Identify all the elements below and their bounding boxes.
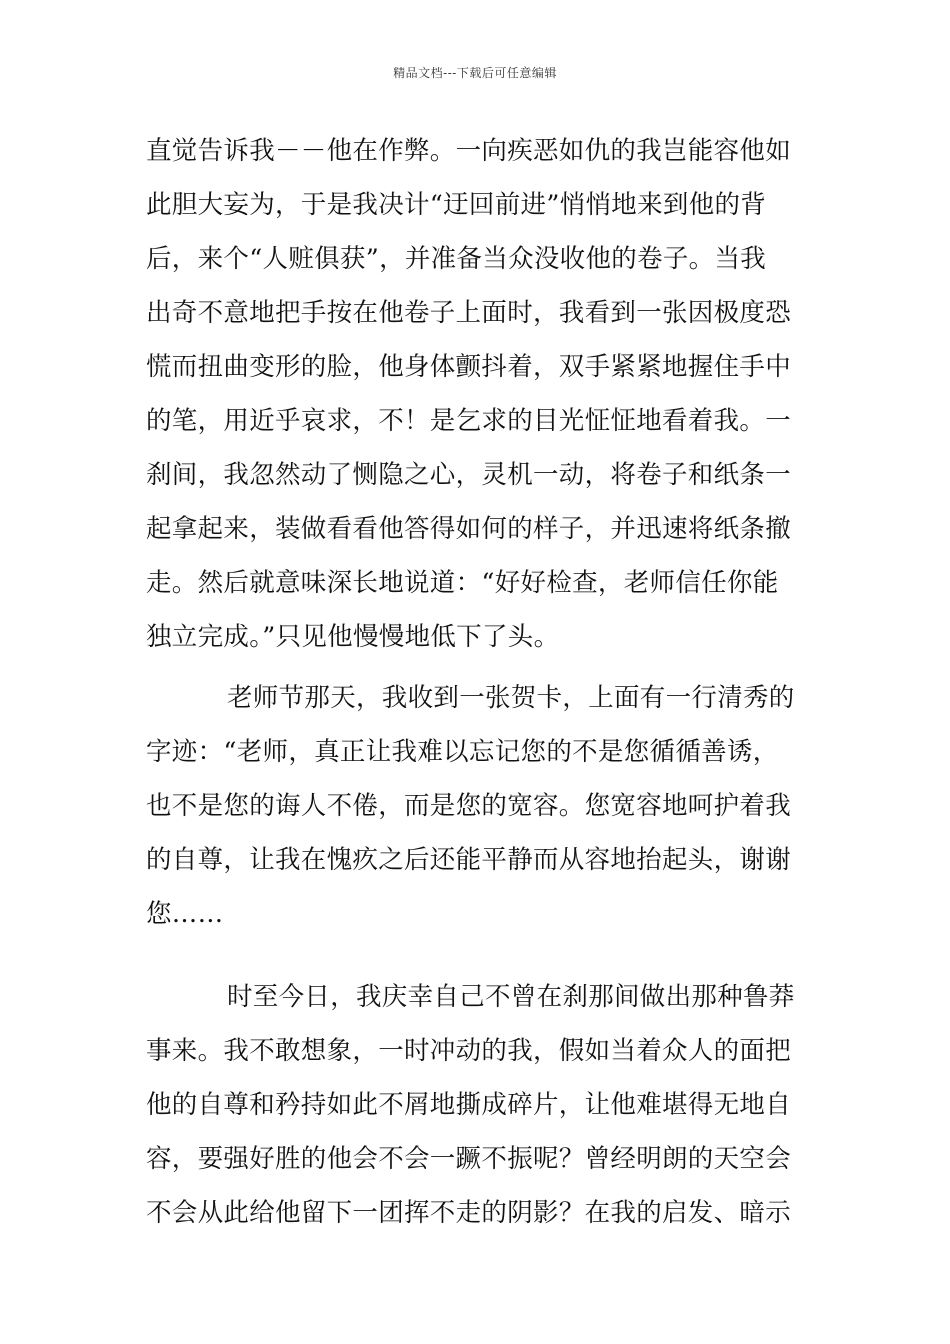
text-line: 您…… [146, 899, 224, 929]
text-line: 他的自尊和矜持如此不屑地撕成碎片，让他难堪得无地自 [146, 1090, 792, 1120]
page-header: 精品文档---下载后可任意编辑 [393, 66, 557, 80]
text-line: 走。然后就意味深长地说道：“好好检查，老师信任你能 [146, 568, 779, 598]
text-line: 慌而扭曲变形的脸，他身体颤抖着，双手紧紧地握住手中 [146, 352, 792, 382]
text-line: 事来。我不敢想象，一时冲动的我，假如当着众人的面把 [146, 1036, 792, 1066]
paragraph-1 [146, 124, 791, 664]
text-line: 容，要强好胜的他会不会一蹶不振呢？曾经明朗的天空会 [146, 1144, 792, 1174]
paragraph-2 [146, 671, 795, 941]
text-line: 此胆大妄为，于是我决计“迂回前进”悄悄地来到他的背 [146, 190, 767, 220]
text-line: 出奇不意地把手按在他卷子上面时，我看到一张因极度恐 [146, 298, 792, 328]
text-line: 时至今日，我庆幸自己不曾在刹那间做出那种鲁莽 [227, 982, 795, 1012]
text-line: 后，来个“人赃俱获”，并准备当众没收他的卷子。当我 [146, 244, 767, 274]
text-line: 也不是您的诲人不倦，而是您的宽容。您宽容地呵护着我 [146, 791, 792, 821]
text-line: 的自尊，让我在愧疚之后还能平静而从容地抬起头，谢谢 [146, 845, 792, 875]
text-line: 的笔，用近乎哀求，不！是乞求的目光怔怔地看着我。一 [146, 406, 792, 436]
text-line: 不会从此给他留下一团挥不走的阴影？在我的启发、暗示 [146, 1198, 792, 1228]
text-line: 独立完成。”只见他慢慢地低下了头。 [146, 622, 560, 652]
text-line: 直觉告诉我－－他在作弊。一向疾恶如仇的我岂能容他如 [146, 136, 792, 166]
text-line: 老师节那天，我收到一张贺卡，上面有一行清秀的 [227, 683, 795, 713]
text-line: 起拿起来，装做看看他答得如何的样子，并迅速将纸条撤 [146, 514, 792, 544]
paragraph-3 [146, 970, 795, 1240]
text-line: 字迹：“老师，真正让我难以忘记您的不是您循循善诱， [146, 737, 779, 767]
text-line: 刹间，我忽然动了恻隐之心，灵机一动，将卷子和纸条一 [146, 460, 792, 490]
